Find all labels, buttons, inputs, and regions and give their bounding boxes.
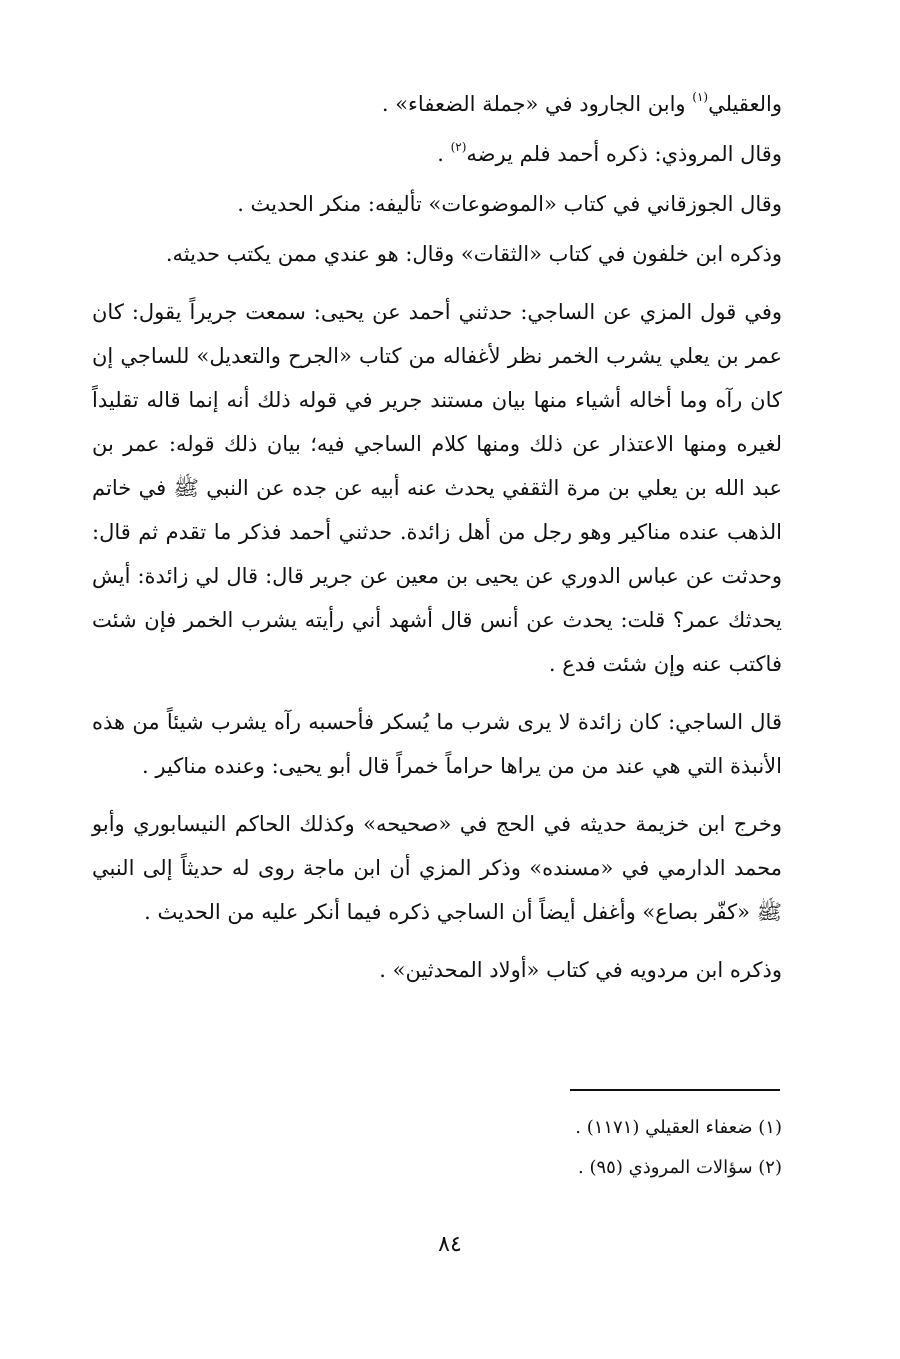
footnote-divider [570,1089,780,1091]
footnote-ref-2: (٢) [450,140,467,154]
paragraph-2-rest: . [437,142,451,166]
main-text [92,82,782,1006]
footnote-1: (١) ضعفاء العقيلي (١١٧١) . [575,1117,782,1138]
page-number: ٨٤ [438,1232,462,1257]
paragraph-1-text: والعقيلي [708,92,782,116]
paragraph-6: قال الساجي: كان زائدة لا يرى شرب ما يُسكر فأحسبه رآه يشرب شيئاً من هذه الأنبذة التي هي عند من من يراها حراماً خمراً قال أبو يحيى: وعنده مناكير . [92,710,782,778]
footnote-2: (٢) سؤالات المروذي (٩٥) . [578,1157,782,1178]
footnotes [92,1108,782,1188]
paragraph-5: وفي قول المزي عن الساجي: حدثني أحمد عن يحيى: سمعت جريراً يقول: كان عمر بن يعلي يشرب الخمر نظر لأغفاله من كتاب «الجرح والتعديل» للساجي إن كان رآه وما أخاله أشياء منها بيان مستند جرير في قوله ذلك أنه إنما قاله تقليداً لغيره ومنها الاعتذار عن ذلك ومنها كلام الساجي فيه؛ بيان ذلك قوله: عمر بن عبد الله بن يعلي بن مرة الثقفي يحدث عنه أبيه عن جده عن النبي ﷺ في خاتم الذهب عنده مناكير وهو رجل من أهل زائدة. حدثني أحمد فذكر ما تقدم ثم قال: وحدثت عن عباس الدوري عن يحيى بن معين عن جرير قال: قال لي زائدة: أيش يحدثك عمر؟ قلت: يحدث عن أنس قال أشهد أني رأيته يشرب الخمر فإن شئت فاكتب عنه وإن شئت فدع . [92,300,782,676]
paragraph-7: وخرج ابن خزيمة حديثه في الحج في «صحيحه» وكذلك الحاكم النيسابوري وأبو محمد الدارمي في «مسنده» وذكر المزي أن ابن ماجة روى له حديثاً إلى النبي ﷺ «كفّر بصاع» وأغفل أيضاً أن الساجي ذكره فيما أنكر عليه من الحديث . [92,812,782,924]
paragraph-3: وقال الجوزقاني في كتاب «الموضوعات» تأليفه: منكر الحديث . [237,192,782,216]
paragraph-4: وذكره ابن خلفون في كتاب «الثقات» وقال: هو عندي ممن يكتب حديثه. [165,242,782,266]
paragraph-1 [92,82,782,126]
paragraph-8: وذكره ابن مردويه في كتاب «أولاد المحدثين» . [379,958,782,982]
paragraph-2-text: وقال المروذي: ذكره أحمد فلم يرضه [466,142,782,166]
footnote-ref-1: (١) [692,90,709,104]
paragraph-1-rest: وابن الجارود في «جملة الضعفاء» . [381,92,693,116]
paragraph-2 [92,132,782,176]
